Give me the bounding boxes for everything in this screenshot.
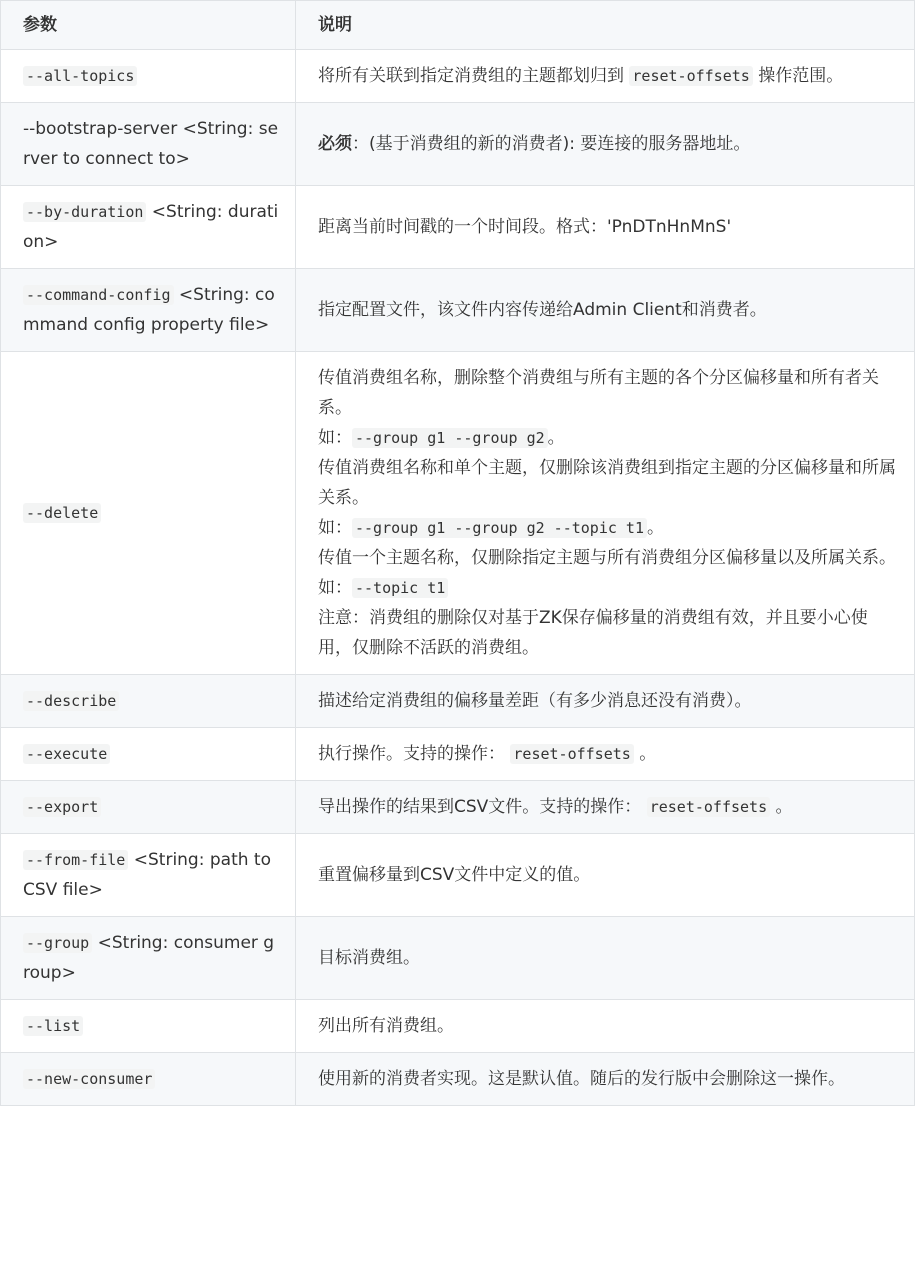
table-row [1, 917, 915, 1000]
description-line [318, 363, 899, 423]
description-cell [296, 917, 915, 1000]
text: 列出所有消费组。 [318, 1016, 454, 1036]
param-type: <String: consumer group> [23, 933, 275, 983]
text: 将所有关联到指定消费组的主题都划归到 [318, 66, 630, 86]
table-row [1, 352, 915, 675]
table-row [1, 103, 915, 186]
inline-code: reset-offsets [629, 66, 752, 86]
text: ：(基于消费组的新的消费者): 要连接的服务器地址。 [352, 134, 751, 154]
description-cell [296, 1053, 915, 1106]
text: 操作范围。 [752, 66, 844, 86]
inline-code: reset-offsets [510, 744, 633, 764]
param-type: <String: path to CSV file> [23, 850, 271, 900]
param-cell [1, 103, 296, 186]
text: 如： [318, 578, 352, 598]
description-line [318, 129, 899, 159]
text: 如： [318, 518, 352, 538]
inline-code: --group g1 --group g2 [352, 428, 548, 448]
param-cell [1, 1000, 296, 1053]
param-code: --export [23, 797, 101, 817]
param-code: --describe [23, 691, 119, 711]
param-cell [1, 50, 296, 103]
param-code: --execute [23, 744, 110, 764]
param-cell [1, 728, 296, 781]
bold-text: 必须 [318, 134, 352, 154]
param-code: --delete [23, 503, 101, 523]
text: 如： [318, 428, 352, 448]
text: 传值一个主题名称，仅删除指定主题与所有消费组分区偏移量以及所属关系。 [318, 548, 896, 568]
text: 传值消费组名称，删除整个消费组与所有主题的各个分区偏移量和所有者关系。 [318, 368, 879, 418]
text: 执行操作。支持的操作： [318, 744, 511, 764]
text: 注意：消费组的删除仅对基于ZK保存偏移量的消费组有效，并且要小心使用，仅删除不活跃的消费组。 [318, 608, 868, 658]
description-line [318, 61, 899, 91]
text: 使用新的消费者实现。这是默认值。随后的发行版中会删除这一操作。 [318, 1069, 845, 1089]
text: 目标消费组。 [318, 948, 420, 968]
param-cell [1, 675, 296, 728]
text: 距离当前时间戳的一个时间段。格式：'PnDTnHnMnS' [318, 217, 732, 237]
description-line [318, 513, 899, 543]
description-line [318, 943, 899, 973]
param-cell [1, 186, 296, 269]
description-cell [296, 186, 915, 269]
inline-code: --topic t1 [352, 578, 448, 598]
text: 导出操作的结果到CSV文件。支持的操作： [318, 797, 647, 817]
text: 。 [770, 797, 793, 817]
description-line [318, 573, 899, 603]
param-cell [1, 917, 296, 1000]
text: 传值消费组名称和单个主题，仅删除该消费组到指定主题的分区偏移量和所属关系。 [318, 458, 896, 508]
param-code: --group [23, 933, 92, 953]
inline-code: reset-offsets [647, 797, 770, 817]
table-row [1, 50, 915, 103]
text: 。 [646, 518, 664, 538]
description-cell [296, 352, 915, 675]
param-cell [1, 1053, 296, 1106]
text: 。 [547, 428, 565, 448]
description-cell [296, 728, 915, 781]
text: 。 [633, 744, 657, 764]
table-row [1, 834, 915, 917]
param-code: --by-duration [23, 202, 146, 222]
description-line [318, 212, 899, 242]
description-line [318, 423, 899, 453]
description-line [318, 543, 899, 573]
description-cell [296, 675, 915, 728]
param-code: --list [23, 1016, 83, 1036]
param-code: --command-config [23, 285, 174, 305]
param-cell [1, 834, 296, 917]
table-header-row [1, 1, 915, 50]
text: 重置偏移量到CSV文件中定义的值。 [318, 865, 591, 885]
description-line [318, 1064, 899, 1094]
description-line [318, 453, 899, 513]
header-description: 说明 [296, 1, 915, 50]
param-type: <String: command config property file> [23, 285, 275, 335]
description-line [318, 686, 899, 716]
description-line [318, 295, 899, 325]
table-row [1, 1053, 915, 1106]
description-line [318, 792, 899, 822]
table-row [1, 269, 915, 352]
description-cell [296, 269, 915, 352]
param-cell [1, 352, 296, 675]
param-code: --from-file [23, 850, 128, 870]
table-row [1, 186, 915, 269]
param-code: --all-topics [23, 66, 137, 86]
table-row [1, 781, 915, 834]
description-cell [296, 781, 915, 834]
table-body [1, 50, 915, 1106]
description-cell [296, 103, 915, 186]
text: 指定配置文件，该文件内容传递给Admin Client和消费者。 [318, 300, 767, 320]
description-line [318, 860, 899, 890]
description-cell [296, 50, 915, 103]
param-cell [1, 269, 296, 352]
description-cell [296, 1000, 915, 1053]
description-cell [296, 834, 915, 917]
table-row [1, 675, 915, 728]
inline-code: --group g1 --group g2 --topic t1 [352, 518, 647, 538]
description-line [318, 603, 899, 663]
description-line [318, 739, 899, 769]
param-type: <String: duration> [23, 202, 279, 252]
table-row [1, 728, 915, 781]
param-code: --new-consumer [23, 1069, 155, 1089]
table-row [1, 1000, 915, 1053]
text: 描述给定消费组的偏移量差距（有多少消息还没有消费）。 [318, 691, 752, 711]
description-line [318, 1011, 899, 1041]
param-cell [1, 781, 296, 834]
param-type: --bootstrap-server <String: server to connect to> [23, 119, 279, 169]
header-param: 参数 [1, 1, 296, 50]
